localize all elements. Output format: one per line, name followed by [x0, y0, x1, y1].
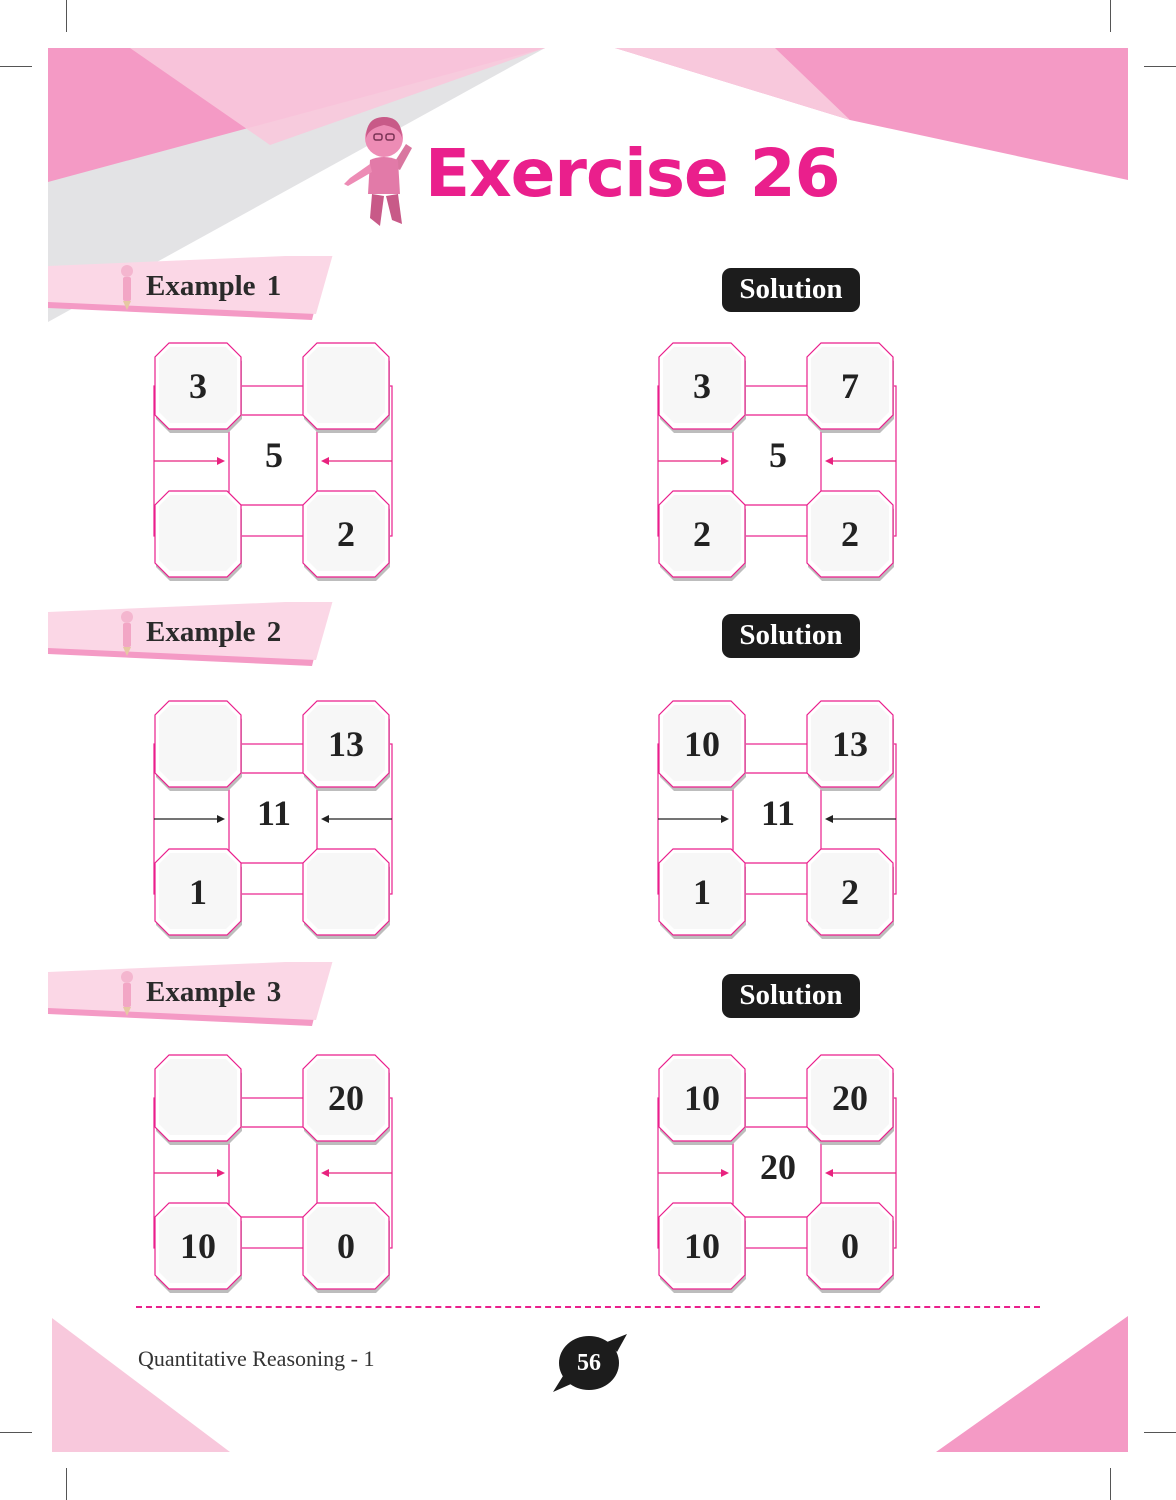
- example-2-banner: [48, 602, 348, 672]
- page-number: 56: [577, 1350, 601, 1376]
- cell-top-right: 20: [328, 1078, 364, 1118]
- cell-center: 20: [760, 1147, 796, 1187]
- cell-bottom-right: 0: [841, 1226, 859, 1266]
- pencil-mascot-icon: [116, 968, 138, 1018]
- crop-mark: [1110, 1468, 1111, 1500]
- example-label: Example 2: [146, 616, 282, 648]
- cell-bottom-right: 0: [337, 1226, 355, 1266]
- example-1-banner: [48, 256, 348, 326]
- example-3-banner: [48, 962, 348, 1032]
- solution-example-3: [657, 1053, 897, 1293]
- cell-top-left: 3: [693, 366, 711, 406]
- cell-top-left: [155, 701, 241, 787]
- cell-center: 5: [769, 435, 787, 475]
- pencil-mascot-icon: [116, 262, 138, 312]
- cell-top-right: 7: [841, 366, 859, 406]
- puzzle-example-3: [153, 1053, 393, 1293]
- solution-example-1: [657, 341, 897, 581]
- example-label: Example 1: [146, 270, 282, 302]
- cell-bottom-right: 2: [841, 514, 859, 554]
- cell-bottom-left: 2: [693, 514, 711, 554]
- example-label: Example 3: [146, 976, 282, 1008]
- cell-bottom-left: [155, 491, 241, 577]
- puzzle-example-2: [153, 699, 393, 939]
- cell-bottom-right: 2: [841, 872, 859, 912]
- cell-center: [231, 1129, 317, 1205]
- cell-top-right: 13: [832, 724, 868, 764]
- cell-top-left: 10: [684, 1078, 720, 1118]
- cell-top-left: [155, 1055, 241, 1141]
- cell-top-right: 20: [832, 1078, 868, 1118]
- cell-top-left: 10: [684, 724, 720, 764]
- pencil-mascot-icon: [116, 608, 138, 658]
- puzzle-example-1: [153, 341, 393, 581]
- cell-top-right: 13: [328, 724, 364, 764]
- cell-bottom-left: 10: [684, 1226, 720, 1266]
- footer-book-title: Quantitative Reasoning - 1: [138, 1346, 375, 1371]
- cell-center: 11: [256, 793, 291, 833]
- cell-center: 5: [265, 435, 283, 475]
- dashed-separator: [136, 1306, 1040, 1308]
- cell-bottom-right: 2: [337, 514, 355, 554]
- cell-bottom-left: 1: [189, 872, 207, 912]
- solution-example-2: [657, 699, 897, 939]
- cell-bottom-left: 10: [180, 1226, 216, 1266]
- solution-badge: Solution: [722, 974, 860, 1018]
- solution-badge: Solution: [722, 614, 860, 658]
- page-title: Exercise 26: [425, 135, 840, 212]
- solution-badge: Solution: [722, 268, 860, 312]
- cell-top-left: 3: [189, 366, 207, 406]
- cell-center: 11: [760, 793, 795, 833]
- crop-mark: [66, 1468, 67, 1500]
- girl-mascot-icon: [340, 108, 422, 230]
- cell-bottom-right: [303, 849, 389, 935]
- cell-bottom-left: 1: [693, 872, 711, 912]
